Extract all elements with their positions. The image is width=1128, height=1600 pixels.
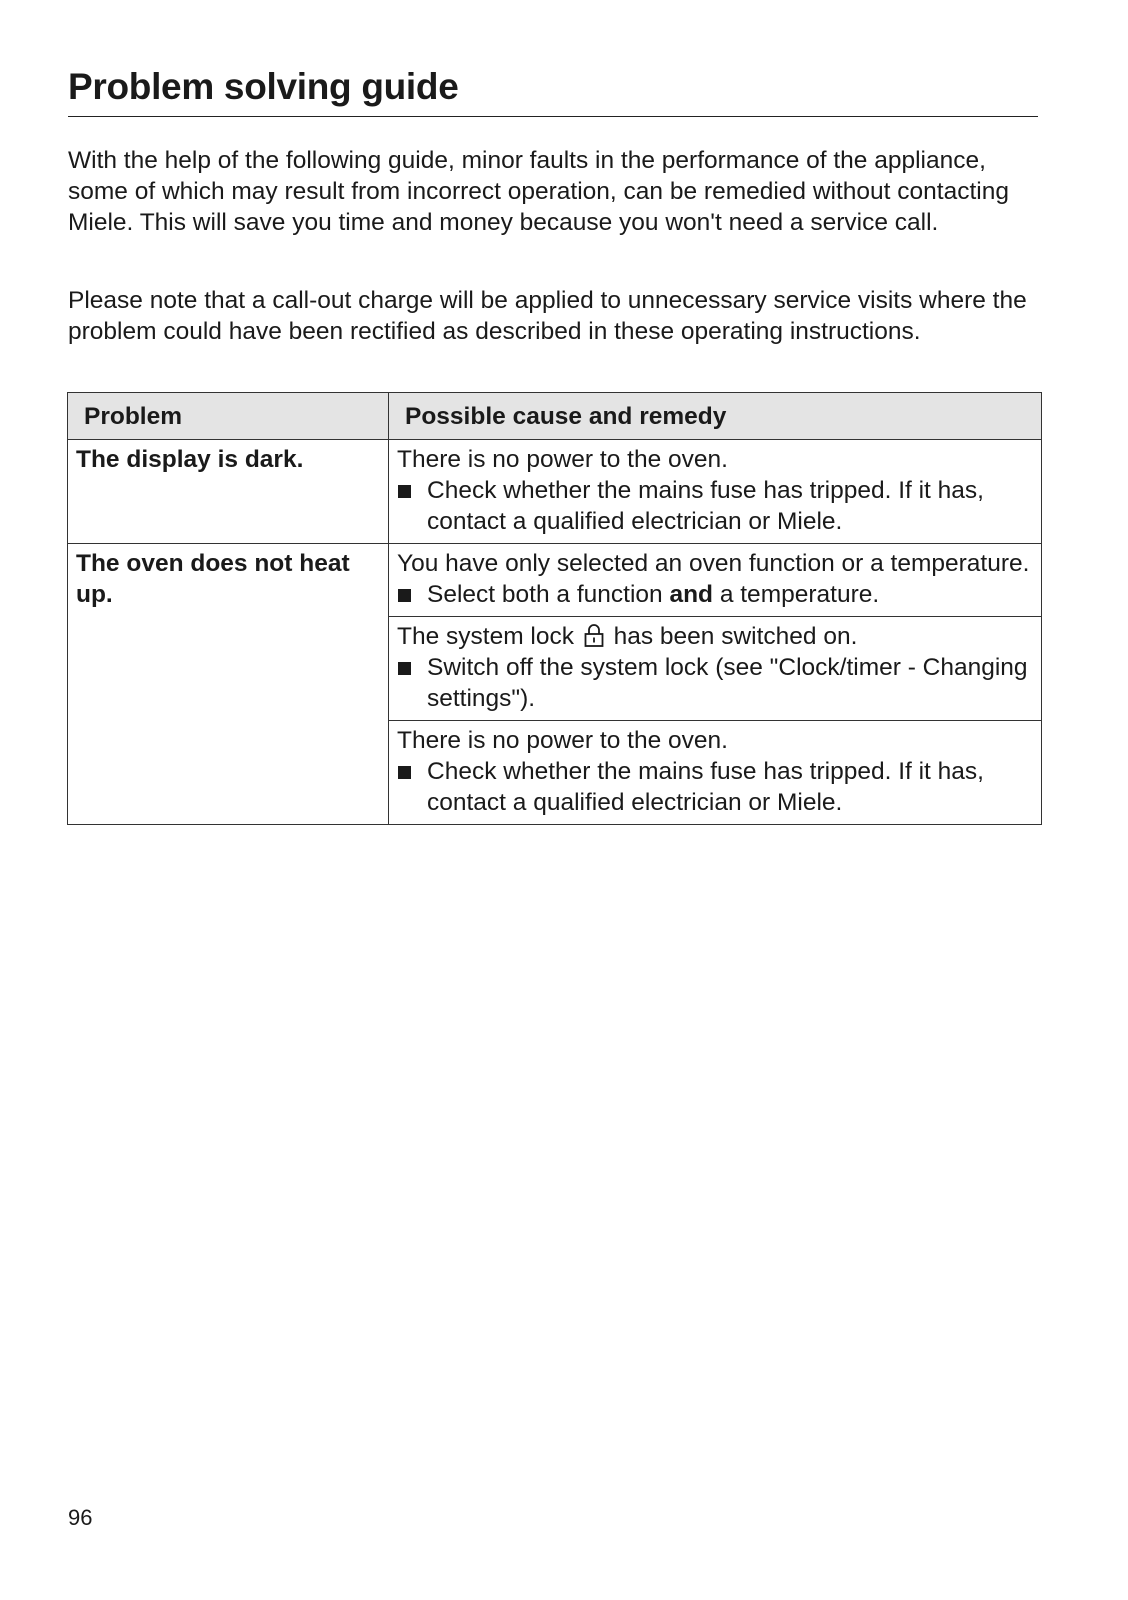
header-problem: Problem (68, 393, 389, 440)
remedy-text-part: a temperature. (713, 581, 880, 608)
remedy-text-part: Select both a function (427, 581, 670, 608)
cause-text-part: has been switched on. (606, 623, 858, 650)
page-number: 96 (68, 1505, 93, 1530)
bullet-square-icon (398, 589, 411, 602)
table-row (68, 544, 1042, 617)
cause-remedy-cell (389, 544, 1042, 617)
remedy-emphasis: and (669, 581, 714, 608)
header-cause-remedy: Possible cause and remedy (389, 393, 1042, 440)
lock-icon (583, 622, 605, 648)
remedy-item (397, 652, 1033, 714)
cause-remedy-cell (389, 721, 1042, 825)
cause-remedy-cell (389, 617, 1042, 721)
title-divider (68, 116, 1038, 117)
remedy-text (427, 579, 1033, 610)
problem-cell: The display is dark. (68, 440, 389, 544)
table-row (68, 440, 1042, 544)
remedy-text: Check whether the mains fuse has tripped. If it has, contact a qualified electrician or Miele. (427, 477, 984, 535)
cause-text-part: The system lock (397, 623, 581, 650)
remedy-item (397, 579, 1033, 610)
problem-cell: The oven does not heat up. (68, 544, 389, 825)
problem-table (67, 392, 1042, 825)
remedy-text: Switch off the system lock (see "Clock/timer - Changing settings"). (427, 654, 1028, 712)
bullet-square-icon (398, 485, 411, 498)
remedy-item (397, 475, 1033, 537)
intro-paragraph: With the help of the following guide, minor faults in the performance of the appliance, some of which may result from incorrect operation, can be remedied without contacting Miele. This will save you time and money because you won't need a service call. (68, 147, 1009, 236)
cause-text (397, 621, 1033, 652)
table-header-row (68, 393, 1042, 440)
cause-remedy-cell (389, 440, 1042, 544)
cause-text: You have only selected an oven function or a temperature. (397, 550, 1030, 577)
remedy-text: Check whether the mains fuse has tripped. If it has, contact a qualified electrician or Miele. (427, 758, 984, 816)
cause-text: There is no power to the oven. (397, 446, 728, 473)
page-title: Problem solving guide (68, 66, 459, 107)
remedy-item (397, 756, 1033, 818)
bullet-square-icon (398, 662, 411, 675)
note-paragraph: Please note that a call-out charge will be applied to unnecessary service visits where the problem could have been rectified as described in these operating instructions. (68, 287, 1027, 345)
bullet-square-icon (398, 766, 411, 779)
cause-text: There is no power to the oven. (397, 727, 728, 754)
